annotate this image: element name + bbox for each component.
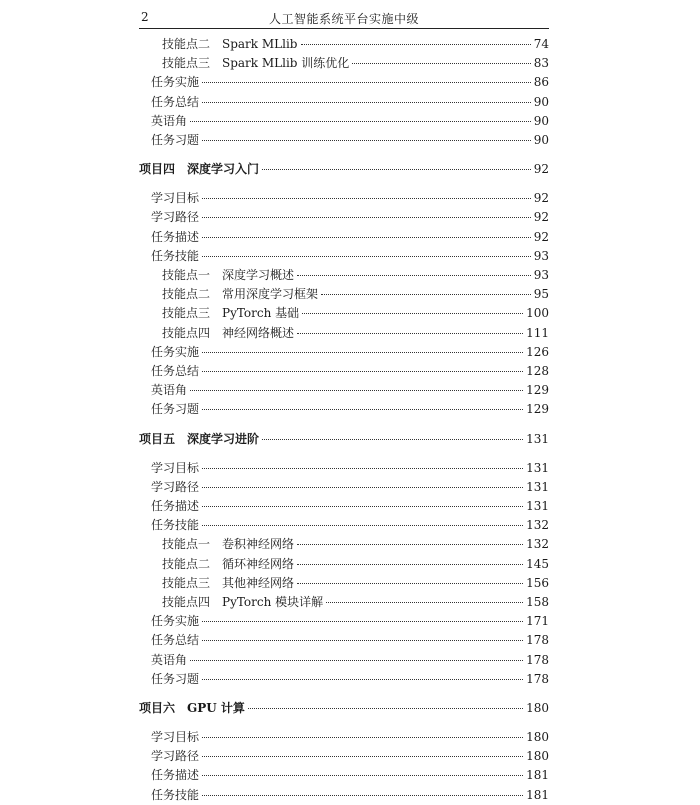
toc-entry bbox=[151, 400, 549, 419]
page-header bbox=[139, 8, 549, 29]
toc-dot-leader bbox=[202, 621, 523, 622]
toc-entry bbox=[151, 651, 549, 670]
toc-dot-leader bbox=[202, 371, 523, 372]
toc-entry-page: 92 bbox=[533, 210, 549, 225]
toc-entry bbox=[151, 343, 549, 362]
toc-entry-page: 180 bbox=[526, 701, 549, 715]
toc-entry-page: 156 bbox=[526, 575, 549, 590]
toc-entry bbox=[151, 362, 549, 381]
toc-entry-page: 128 bbox=[526, 364, 549, 378]
toc-entry-title: 技能点三 Spark MLlib 训练优化 bbox=[162, 56, 350, 71]
toc-dot-leader bbox=[202, 217, 531, 218]
toc-entry-title: 技能点一 深度学习概述 bbox=[162, 268, 295, 282]
toc-entry bbox=[151, 766, 549, 785]
toc-entry-page: 92 bbox=[533, 229, 549, 244]
toc-entry-title: 任务习题 bbox=[151, 133, 200, 147]
toc-entry-page: 131 bbox=[526, 460, 549, 475]
toc-entry-title: 任务技能 bbox=[151, 248, 200, 263]
toc-entry bbox=[151, 208, 549, 227]
toc-entry-title: 任务技能 bbox=[151, 518, 200, 533]
toc-entry-title: 技能点二 循环神经网络 bbox=[162, 556, 295, 571]
toc-entry-title: 技能点二 常用深度学习框架 bbox=[162, 287, 319, 302]
toc-entry-page: 129 bbox=[526, 402, 549, 417]
toc-skill-entry bbox=[162, 324, 549, 343]
toc-entry-title: 学习目标 bbox=[151, 460, 200, 475]
toc-entry-page: 178 bbox=[526, 633, 549, 648]
toc-skill-entry bbox=[162, 285, 549, 304]
toc-entry-page: 86 bbox=[533, 75, 549, 90]
page-number: 2 bbox=[141, 10, 149, 24]
toc-entry-page: 181 bbox=[526, 787, 549, 802]
toc-entry-title: 学习目标 bbox=[151, 191, 200, 206]
toc-entry-page: 111 bbox=[526, 325, 549, 340]
toc-entry-title: 任务技能 bbox=[151, 787, 200, 802]
toc-entry bbox=[151, 228, 549, 247]
toc-entry-title: 英语角 bbox=[151, 652, 188, 667]
toc-dot-leader bbox=[248, 708, 523, 709]
toc-entry-title: 任务总结 bbox=[151, 633, 200, 648]
toc-dot-leader bbox=[202, 795, 523, 796]
toc-dot-leader bbox=[202, 468, 523, 469]
toc-skill-entry bbox=[162, 35, 549, 54]
toc-entry-title: 任务总结 bbox=[151, 94, 200, 109]
toc-project-entry bbox=[139, 160, 549, 179]
toc-entry-title: 英语角 bbox=[151, 383, 188, 398]
toc-dot-leader bbox=[202, 237, 531, 238]
toc-entry-page: 178 bbox=[526, 652, 549, 667]
toc-entry-page: 126 bbox=[526, 344, 549, 359]
toc-entry bbox=[151, 478, 549, 497]
toc-entry-page: 131 bbox=[526, 479, 549, 494]
toc-entry-page: 181 bbox=[526, 768, 549, 783]
toc-entry bbox=[151, 189, 549, 208]
toc-entry-title: 学习目标 bbox=[151, 730, 200, 744]
toc-entry-title: 学习路径 bbox=[151, 210, 200, 225]
toc-entry-title: 技能点二 Spark MLlib bbox=[162, 37, 298, 51]
toc-entry-title: 英语角 bbox=[151, 113, 188, 128]
toc-entry bbox=[151, 786, 549, 805]
toc-entry-title: 项目六 GPU 计算 bbox=[139, 701, 245, 715]
toc-entry-title: 项目五 深度学习进阶 bbox=[139, 431, 260, 446]
toc-dot-leader bbox=[297, 564, 523, 565]
toc-entry-title: 任务实施 bbox=[151, 75, 200, 90]
toc-entry bbox=[151, 612, 549, 631]
toc-skill-entry bbox=[162, 535, 549, 554]
toc-entry-title: 技能点三 PyTorch 基础 bbox=[162, 306, 300, 321]
toc-entry-page: 92 bbox=[533, 191, 549, 206]
toc-dot-leader bbox=[302, 313, 523, 314]
toc-entry bbox=[151, 73, 549, 92]
toc-entry-page: 131 bbox=[526, 431, 549, 446]
toc-skill-entry bbox=[162, 593, 549, 612]
toc-entry-page: 178 bbox=[526, 671, 549, 686]
toc-entry-title: 学习路径 bbox=[151, 479, 200, 494]
toc-entry-page: 83 bbox=[533, 56, 549, 71]
toc-entry bbox=[151, 112, 549, 131]
toc-entry-title: 任务习题 bbox=[151, 671, 200, 686]
toc-entry-page: 131 bbox=[526, 499, 549, 513]
toc-entry-page: 93 bbox=[533, 268, 549, 282]
toc-entry bbox=[151, 459, 549, 478]
toc-dot-leader bbox=[202, 756, 523, 757]
toc-entry-page: 92 bbox=[533, 162, 549, 177]
toc-entry-page: 158 bbox=[526, 595, 549, 609]
toc-entry-page: 74 bbox=[533, 37, 549, 51]
toc-entry-page: 180 bbox=[526, 730, 549, 744]
toc-dot-leader bbox=[202, 640, 523, 641]
toc-entry-title: 任务总结 bbox=[151, 364, 200, 378]
toc-entry-page: 129 bbox=[526, 383, 549, 398]
toc-entry-title: 任务描述 bbox=[151, 229, 200, 244]
toc-entry-title: 任务描述 bbox=[151, 499, 200, 513]
toc-dot-leader bbox=[202, 679, 523, 680]
toc-dot-leader bbox=[301, 44, 531, 45]
toc-entry-title: 任务习题 bbox=[151, 402, 200, 417]
toc-entry-title: 任务实施 bbox=[151, 614, 200, 629]
toc-entry-title: 技能点三 其他神经网络 bbox=[162, 575, 295, 590]
toc-entry-page: 90 bbox=[533, 113, 549, 128]
toc-dot-leader bbox=[202, 525, 523, 526]
toc-dot-leader bbox=[352, 63, 530, 64]
toc-dot-leader bbox=[326, 602, 523, 603]
toc-dot-leader bbox=[202, 102, 531, 103]
toc-dot-leader bbox=[297, 333, 523, 334]
toc-entry-page: 132 bbox=[526, 518, 549, 533]
toc-entry-title: 项目四 深度学习入门 bbox=[139, 162, 260, 177]
toc-entry-page: 100 bbox=[526, 306, 549, 321]
toc-entry-page: 90 bbox=[533, 94, 549, 109]
toc-entry-page: 90 bbox=[533, 133, 549, 147]
toc-dot-leader bbox=[190, 121, 531, 122]
toc-dot-leader bbox=[202, 737, 523, 738]
toc-dot-leader bbox=[202, 82, 531, 83]
toc-entry bbox=[151, 381, 549, 400]
toc-entry-title: 学习路径 bbox=[151, 749, 200, 764]
toc-dot-leader bbox=[202, 487, 523, 488]
toc-dot-leader bbox=[262, 169, 531, 170]
toc-entry bbox=[151, 131, 549, 150]
toc-entry-page: 95 bbox=[533, 287, 549, 302]
toc-dot-leader bbox=[297, 544, 523, 545]
toc-skill-entry bbox=[162, 266, 549, 285]
toc-dot-leader bbox=[297, 275, 531, 276]
toc-entry bbox=[151, 516, 549, 535]
toc-skill-entry bbox=[162, 555, 549, 574]
toc-entry-page: 180 bbox=[526, 749, 549, 764]
toc-entry-page: 132 bbox=[526, 537, 549, 552]
toc-dot-leader bbox=[297, 583, 523, 584]
toc-dot-leader bbox=[190, 660, 523, 661]
toc-entry bbox=[151, 747, 549, 766]
toc-entry-title: 技能点一 卷积神经网络 bbox=[162, 537, 295, 552]
toc-dot-leader bbox=[202, 256, 531, 257]
toc-entry-title: 技能点四 PyTorch 模块详解 bbox=[162, 595, 324, 609]
toc-dot-leader bbox=[202, 352, 523, 353]
toc-entry-page: 145 bbox=[526, 556, 549, 571]
toc-entry bbox=[151, 93, 549, 112]
toc-dot-leader bbox=[202, 506, 523, 507]
toc-entry bbox=[151, 670, 549, 689]
toc-project-entry bbox=[139, 430, 549, 449]
toc-entry-page: 171 bbox=[526, 614, 549, 629]
toc-dot-leader bbox=[262, 439, 523, 440]
toc-entry bbox=[151, 497, 549, 516]
toc-project-entry bbox=[139, 699, 549, 718]
toc-entry-title: 任务描述 bbox=[151, 768, 200, 783]
toc-entry bbox=[151, 247, 549, 266]
toc-skill-entry bbox=[162, 304, 549, 323]
toc-entry bbox=[151, 728, 549, 747]
toc-skill-entry bbox=[162, 54, 549, 73]
toc-dot-leader bbox=[321, 294, 531, 295]
toc-dot-leader bbox=[202, 409, 523, 410]
running-title: 人工智能系统平台实施中级 bbox=[268, 12, 419, 26]
toc-dot-leader bbox=[202, 198, 531, 199]
toc-entry-title: 技能点四 神经网络概述 bbox=[162, 325, 295, 340]
toc-dot-leader bbox=[202, 140, 531, 141]
toc-entry-page: 93 bbox=[533, 248, 549, 263]
toc-entry-title: 任务实施 bbox=[151, 344, 200, 359]
toc-dot-leader bbox=[202, 775, 523, 776]
toc-dot-leader bbox=[190, 390, 523, 391]
toc-skill-entry bbox=[162, 574, 549, 593]
toc-entry bbox=[151, 631, 549, 650]
